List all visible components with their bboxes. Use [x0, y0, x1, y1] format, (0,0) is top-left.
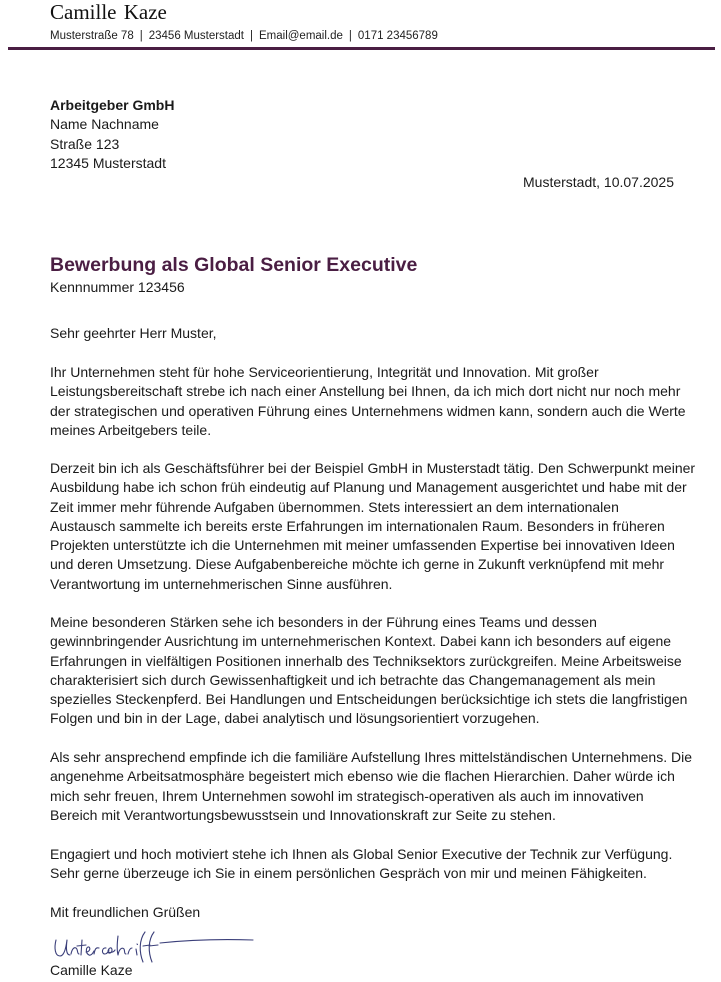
paragraph-line: Erfahrungen in vielfältigen Positionen innerhalb des Techniksektors zurückgreifen. Meine Arbeitsweise [50, 652, 682, 669]
paragraph-line: Engagiert und hoch motiviert stehe ich Ihnen als Global Senior Executive der Technik zur Verfügung. [50, 846, 673, 862]
paragraph-line: Ausbildung habe ich schon früh eindeutig auf Planung und Management ausgerichtet und habe mit der [50, 479, 687, 496]
paragraph-line: Folgen und bin in der Lage, dabei analytisch und lösungsorientiert vorzugehen. [50, 710, 540, 727]
paragraph-line: Derzeit bin ich als Geschäftsführer bei der Beispiel GmbH in Musterstadt tätig. Den Schwerpunkt meiner [50, 460, 696, 476]
closing: Mit freundlichen Grüßen [50, 904, 201, 920]
recipient-street: Straße 123 [50, 135, 120, 152]
body-paragraph-3 [50, 613, 687, 729]
separator: | [139, 30, 143, 42]
salutation: Sehr geehrter Herr Muster, [50, 325, 217, 341]
body-paragraph-2 [50, 459, 695, 594]
paragraph-line: spezielles Steckenpferd. Bei Handlungen und Entscheidungen berücksichtige ich stets die langfristigen [50, 691, 688, 708]
paragraph-line: charakterisiert sich durch Gewissenhaftigkeit und ich betrachte das Changemanagement als mein [50, 671, 656, 688]
body-paragraph-5 [50, 845, 672, 884]
paragraph-line: meines Arbeitgebers teile. [50, 421, 212, 438]
paragraph-line: und deren Umsetzung. Diese Aufgabenbereiche möchte ich gerne in Zukunft verknüpfend mit mehr [50, 556, 665, 573]
sender-phone: 0171 23456789 [357, 30, 438, 42]
recipient-company: Arbeitgeber GmbH [50, 97, 175, 113]
sender-name: Camille Kaze [50, 0, 167, 24]
header-divider [8, 47, 715, 50]
paragraph-line: gewinnbringender Ausrichtung im unternehmerischen Kontext. Dabei kann ich besonders auf eigene [50, 633, 672, 650]
signer-name: Camille Kaze [50, 962, 133, 978]
paragraph-line: Bereich mit Verantwortungsbewusstsein und Innovationskraft zur Seite zu stehen. [50, 806, 556, 823]
paragraph-line: Meine besonderen Stärken sehe ich besonders in der Führung eines Teams und dessen [50, 614, 597, 630]
sender-city: 23456 Musterstadt [148, 30, 244, 42]
sender-email: Email@email.de [259, 30, 343, 42]
paragraph-line: Verantwortung im unternehmerischen Sinne ausführen. [50, 575, 393, 592]
body-paragraph-1 [50, 363, 686, 440]
sender-street: Musterstraße 78 [50, 30, 134, 42]
paragraph-line: Leistungsbereitschaft strebe ich nach einer Anstellung bei Ihnen, da ich mich dort nicht nur noch mehr [50, 383, 681, 400]
paragraph-line: Sehr gerne überzeuge ich Sie in einem persönlichen Gespräch von mir und meinen Fähigkeiten. [50, 865, 647, 882]
recipient-contact-name: Name Nachname [50, 116, 159, 133]
letter-subject: Bewerbung als Global Senior Executive [50, 254, 418, 276]
separator: | [348, 30, 352, 42]
recipient-city: 12345 Musterstadt [50, 154, 166, 171]
paragraph-line: Als sehr ansprechend empfinde ich die familiäre Aufstellung Ihres mittelständischen Unternehmens. Die [50, 749, 693, 765]
letter-date: Musterstadt, 10.07.2025 [523, 174, 674, 190]
paragraph-line: mich sehr freuen, Ihrem Unternehmen sowohl im strategisch-operativen als auch im innovativen [50, 787, 644, 804]
paragraph-line: Zeit immer mehr führende Aufgaben übernommen. Stets interessiert an dem internationalen [50, 498, 619, 515]
reference-number: Kennnummer 123456 [50, 279, 185, 295]
paragraph-line: Austausch sammelte ich bereits erste Erfahrungen im internationalen Raum. Besonders in früheren [50, 517, 665, 534]
paragraph-line: Projekten unterstützte ich die Unternehmen mit meiner umfassenden Expertise bei innovativen Ideen [50, 537, 675, 554]
paragraph-line: Ihr Unternehmen steht für hohe Serviceorientierung, Integrität und Innovation. Mit großer [50, 364, 599, 380]
sender-contact-line [50, 29, 438, 43]
paragraph-line: angenehme Arbeitsatmosphäre begeistert mich ebenso wie die flachen Hierarchien. Daher würde ich [50, 768, 675, 785]
body-paragraph-4 [50, 748, 692, 825]
paragraph-line: der strategischen und operativen Führung eines Unternehmens widmen kann, sondern auch die Werte [50, 402, 686, 419]
recipient-address [50, 96, 174, 173]
separator: | [250, 30, 253, 42]
